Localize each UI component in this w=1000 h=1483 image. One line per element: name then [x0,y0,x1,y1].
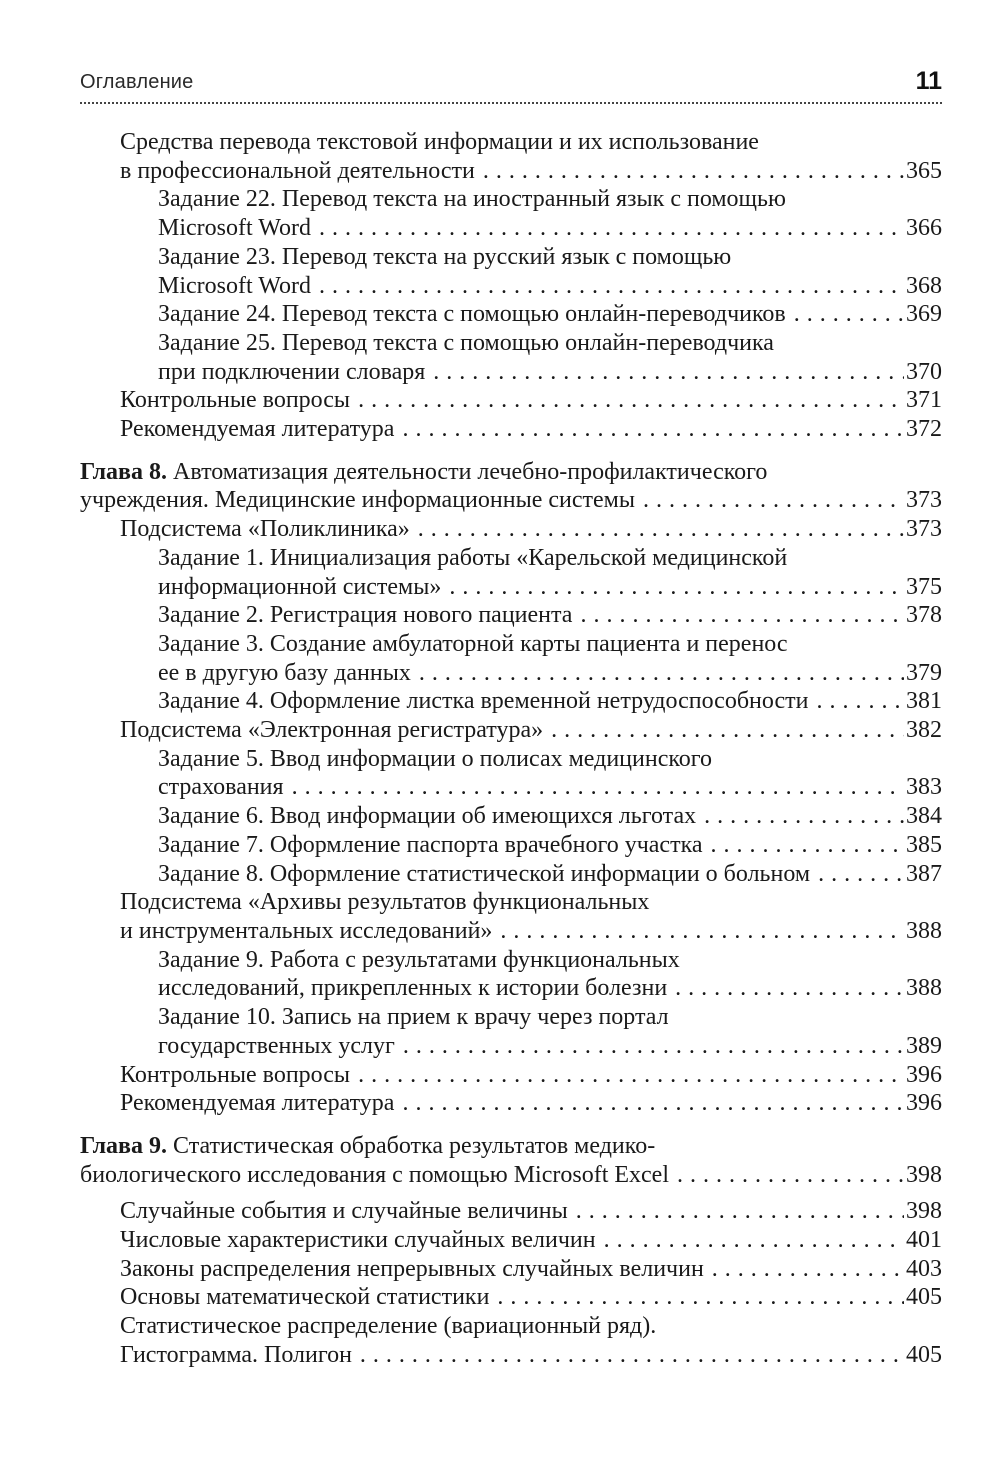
toc-entry-title-line2: исследований, прикрепленных к истории болезни [158,975,668,1002]
dot-leader [418,515,904,544]
toc-entry-page: 387 [906,860,942,887]
toc-entry-page: 398 [906,1161,942,1188]
toc-entry-title: Основы математической статистики [120,1284,490,1311]
dot-leader [319,214,904,243]
toc-entry-title: Подсистема «Электронная регистратура» [120,717,544,744]
toc-chapter-9[interactable] [80,1132,942,1189]
dot-leader [604,1226,904,1255]
toc-entry-page: 405 [906,1341,942,1368]
toc-entry[interactable] [80,802,942,831]
toc-entry[interactable] [80,716,942,745]
toc-entry-title: Числовые характеристики случайных величин [120,1227,596,1254]
toc-entry-page: 372 [906,416,942,443]
dot-leader [551,716,904,745]
dot-leader [497,1283,904,1312]
toc-entry-title-line1: Задание 5. Ввод информации о полисах медицинского [158,745,713,772]
running-head-title: Оглавление [80,71,194,93]
dot-leader [483,157,904,186]
toc-entry[interactable] [80,630,942,687]
toc-entry[interactable] [80,831,942,860]
toc-entry[interactable] [80,1003,942,1060]
toc-entry-page: 389 [906,1032,942,1059]
toc-entry[interactable] [80,946,942,1003]
chapter-label: Глава 9. [80,1132,167,1159]
toc-chapter-8[interactable] [80,458,942,515]
dot-leader [403,1032,904,1061]
dot-leader [292,773,904,802]
toc-entry-title: Задание 7. Оформление паспорта врачебного участка [158,831,703,858]
toc-entry[interactable] [80,329,942,386]
toc-entry-title-line2: страхования [158,774,284,801]
toc-entry-page: 398 [906,1198,942,1225]
toc-entry[interactable] [80,888,942,945]
toc-entry[interactable] [80,745,942,802]
toc-entry-title: Контрольные вопросы [120,387,351,414]
dot-leader [794,300,904,329]
toc-entry[interactable] [80,687,942,716]
toc-entry[interactable] [80,1283,942,1312]
dot-leader [677,1161,904,1190]
toc-entry-title-line2: в профессиональной деятельности [120,157,475,184]
dot-leader [358,1061,904,1090]
toc-entry-title-line1: Подсистема «Архивы результатов функциональных [120,889,650,916]
toc-entry-title: Рекомендуемая литература [120,1090,395,1117]
dot-leader [675,974,904,1003]
toc-entry-title: Подсистема «Поликлиника» [120,516,410,543]
toc-entry-title-line2: государственных услуг [158,1032,395,1059]
dot-leader [712,1255,904,1284]
toc-entry[interactable] [80,1226,942,1255]
toc-entry-title: Задание 2. Регистрация нового пациента [158,602,573,629]
toc-entry-title: Задание 4. Оформление листка временной нетрудоспособности [158,688,809,715]
dot-leader [576,1197,904,1226]
toc-entry-title-line2: при подключении словаря [158,358,426,385]
table-of-contents [80,128,942,1370]
toc-entry-page: 405 [906,1284,942,1311]
toc-entry-page: 378 [906,602,942,629]
toc-entry[interactable] [80,243,942,300]
toc-entry-title-line1: Задание 9. Работа с результатами функциональных [158,946,680,973]
toc-entry[interactable] [80,300,942,329]
toc-entry-title-line1: Средства перевода текстовой информации и их использование [120,129,759,155]
toc-entry-title-line2: ее в другую базу данных [158,659,411,686]
toc-entry-page: 396 [906,1090,942,1117]
toc-entry-title: Задание 8. Оформление статистической информации о больном [158,860,811,887]
toc-entry-page: 373 [906,516,942,543]
header-dotted-rule [80,102,942,104]
toc-entry-page: 388 [906,917,942,944]
dot-leader [704,802,904,831]
toc-entry-page: 379 [906,659,942,686]
toc-entry-page: 385 [906,831,942,858]
toc-entry[interactable] [80,185,942,242]
toc-entry-page: 366 [906,215,942,242]
dot-leader [818,860,904,889]
toc-entry-title: Законы распределения непрерывных случайных величин [120,1255,704,1282]
toc-entry-title-line1: Задание 23. Перевод текста на русский язык с помощью [158,243,732,270]
toc-entry-page: 370 [906,358,942,385]
toc-entry-page: 371 [906,387,942,414]
toc-entry-title-line2: информационной системы» [158,573,442,600]
toc-entry[interactable] [80,128,942,185]
toc-entry[interactable] [80,1089,942,1118]
toc-entry[interactable] [80,1255,942,1284]
dot-leader [711,831,904,860]
toc-entry-page: 396 [906,1061,942,1088]
chapter-title-line1: Автоматизация деятельности лечебно-профилактического [173,458,768,485]
toc-entry-page: 373 [906,487,942,514]
toc-entry[interactable] [80,601,942,630]
toc-entry-title-line1: Статистическое распределение (вариационный ряд). [120,1313,657,1340]
toc-entry[interactable] [80,415,942,444]
toc-entry-page: 403 [906,1255,942,1282]
toc-entry-title-line1: Задание 1. Инициализация работы «Карельской медицинской [158,544,788,571]
dot-leader [500,917,904,946]
chapter-title-line1: Статистическая обработка результатов медико- [173,1132,656,1159]
dot-leader [402,415,904,444]
toc-entry-title-line2: Гистограмма. Полигон [120,1341,352,1368]
toc-entry[interactable] [80,860,942,889]
toc-entry-page: 375 [906,573,942,600]
toc-entry-title: Рекомендуемая литература [120,416,395,443]
toc-entry-page: 368 [906,272,942,299]
chapter-title-line2: учреждения. Медицинские информационные системы [80,487,635,514]
dot-leader [358,386,904,415]
toc-entry-page: 383 [906,774,942,801]
toc-entry-title-line1: Задание 25. Перевод текста с помощью онлайн-переводчика [158,329,774,356]
toc-entry-title-line2: и инструментальных исследований» [120,917,493,944]
running-head [80,66,942,104]
chapter-title-line2: биологического исследования с помощью Microsoft Excel [80,1161,669,1188]
dot-leader [319,272,904,301]
page-number: 11 [915,67,942,95]
dot-leader [816,687,904,716]
toc-entry-title: Случайные события и случайные величины [120,1198,568,1225]
dot-leader [643,486,904,515]
toc-entry-page: 381 [906,688,942,715]
toc-entry[interactable] [80,544,942,601]
toc-entry[interactable] [80,1197,942,1226]
toc-entry[interactable] [80,1061,942,1090]
toc-entry-title-line1: Задание 10. Запись на прием к врачу через портал [158,1004,669,1031]
toc-entry[interactable] [80,386,942,415]
toc-entry-title-line2: Microsoft Word [158,215,311,242]
toc-entry-title: Контрольные вопросы [120,1061,351,1088]
dot-leader [402,1089,904,1118]
toc-entry-title: Задание 6. Ввод информации об имеющихся льготах [158,803,697,830]
toc-entry-title-line1: Задание 22. Перевод текста на иностранный язык с помощью [158,186,786,213]
chapter-label: Глава 8. [80,458,167,485]
dot-leader [580,601,904,630]
toc-entry-page: 369 [906,301,942,328]
toc-entry[interactable] [80,1312,942,1369]
dot-leader [419,659,904,688]
toc-entry[interactable] [80,515,942,544]
toc-entry-title-line1: Задание 3. Создание амбулаторной карты пациента и перенос [158,630,788,657]
dot-leader [449,573,904,602]
toc-entry-page: 401 [906,1227,942,1254]
toc-entry-title: Задание 24. Перевод текста с помощью онлайн-переводчиков [158,301,786,328]
toc-entry-page: 382 [906,717,942,744]
toc-entry-page: 365 [906,157,942,184]
toc-entry-page: 388 [906,975,942,1002]
toc-entry-page: 384 [906,803,942,830]
toc-entry-title-line2: Microsoft Word [158,272,311,299]
dot-leader [360,1341,904,1370]
dot-leader [433,358,904,387]
